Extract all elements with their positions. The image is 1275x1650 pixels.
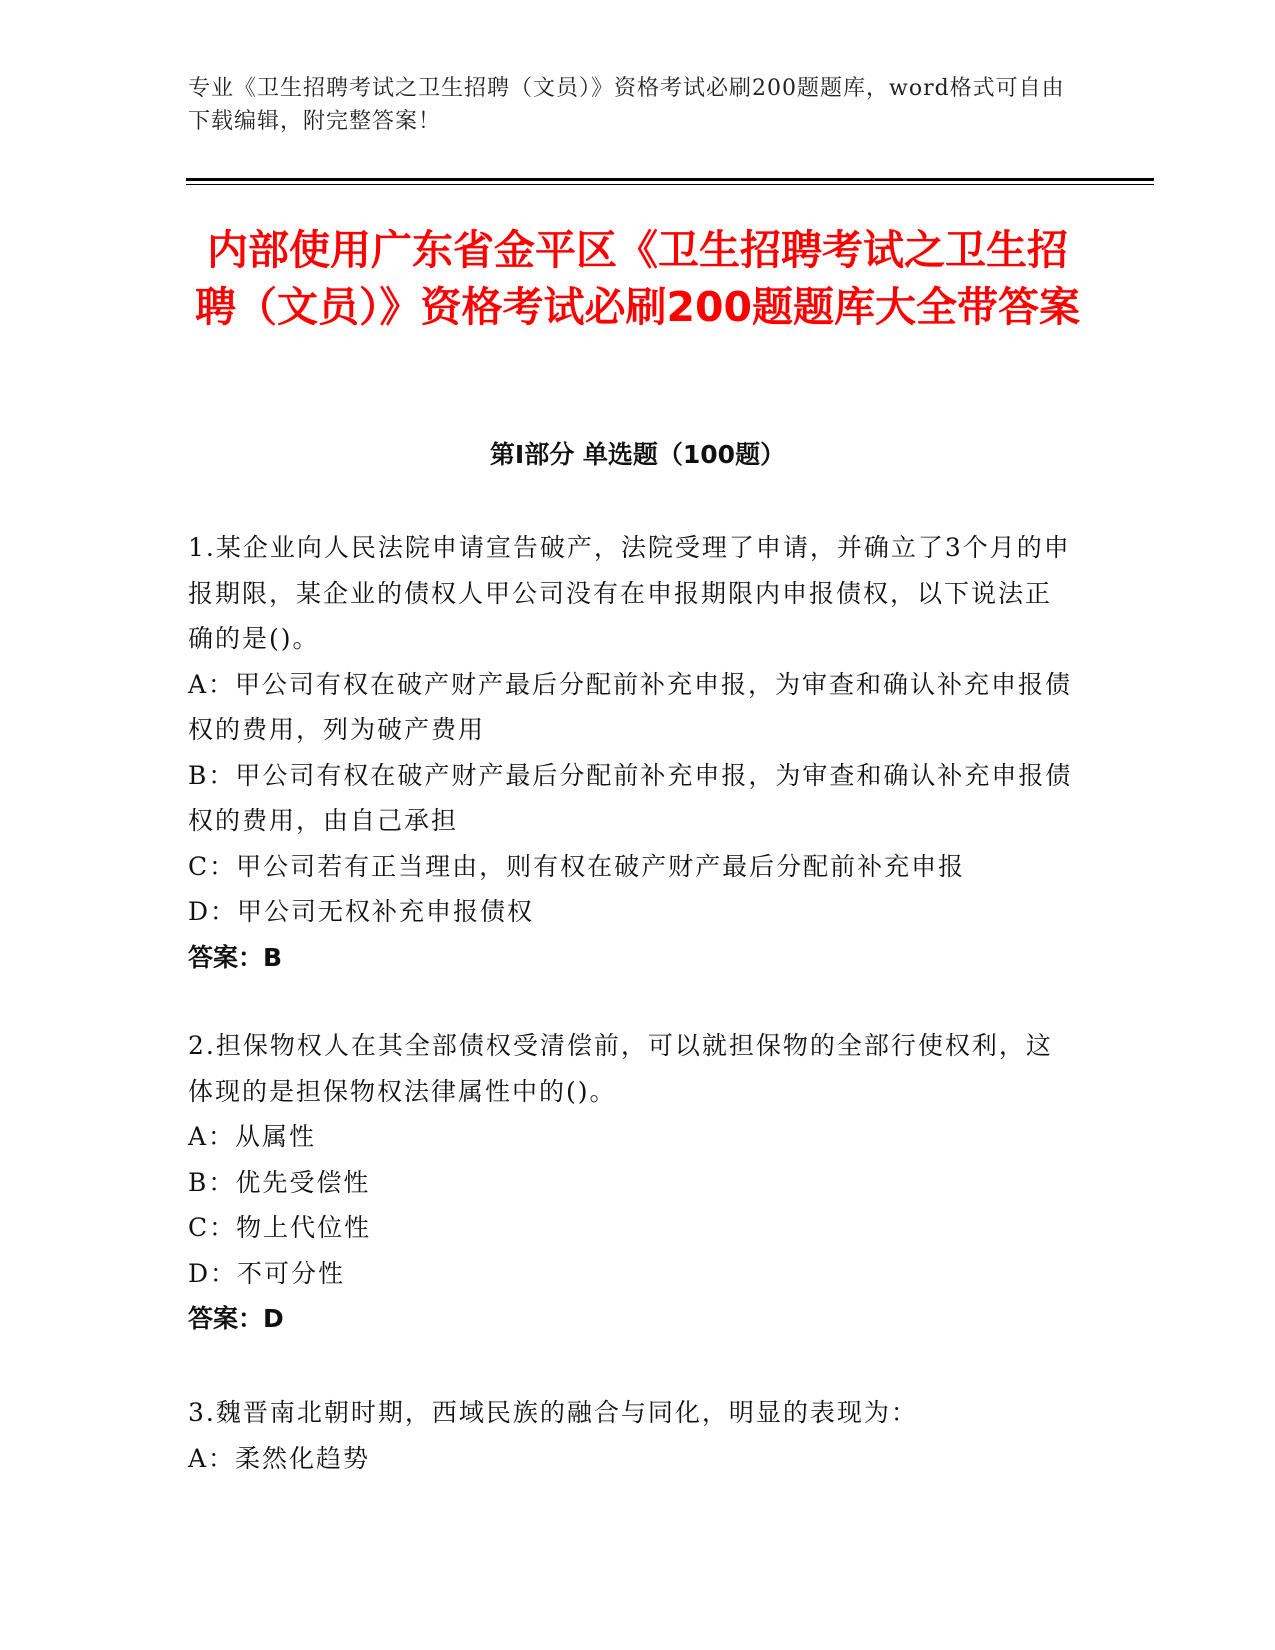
question-2 <box>188 1023 1078 1342</box>
question-stem: 1.某企业向人民法院申请宣告破产，法院受理了申请，并确立了3个月的申报期限，某企业的债权人甲公司没有在申报期限内申报债权，以下说法正确的是()。 <box>188 533 1071 653</box>
option-a: A：甲公司有权在破产财产最后分配前补充申报，为审查和确认补充申报债权的费用，列为破产费用 <box>188 669 1073 744</box>
option-b: B：优先受偿性 <box>188 1167 371 1197</box>
question-stem: 2.担保物权人在其全部债权受清偿前，可以就担保物的全部行使权利，这体现的是担保物权法律属性中的()。 <box>188 1031 1053 1106</box>
question-3 <box>188 1390 1078 1481</box>
option-c: C：物上代位性 <box>188 1213 372 1242</box>
option-d: D：不可分性 <box>188 1258 346 1288</box>
question-1 <box>188 525 1078 980</box>
section-heading: 第Ⅰ部分 单选题（100题） <box>489 440 786 469</box>
option-d: D：甲公司无权补充申报债权 <box>188 897 535 926</box>
document-title: 内部使用广东省金平区《卫生招聘考试之卫生招聘（文员）》资格考试必刷200题题库大全带答案 <box>194 226 1081 331</box>
answer-line: 答案：D <box>188 1304 284 1333</box>
header-note: 专业《卫生招聘考试之卫生招聘（文员）》资格考试必刷200题题库，word格式可自由下载编辑，附完整答案！ <box>188 76 1065 134</box>
option-c: C：甲公司若有正当理由，则有权在破产财产最后分配前补充申报 <box>188 851 966 881</box>
question-stem: 3.魏晋南北朝时期，西域民族的融合与同化，明显的表现为： <box>188 1398 918 1427</box>
option-b: B：甲公司有权在破产财产最后分配前补充申报，为审查和确认补充申报债权的费用，由自己承担 <box>188 760 1073 835</box>
answer-line: 答案：B <box>188 942 283 972</box>
option-a: A：从属性 <box>188 1122 317 1151</box>
header-divider-thick <box>186 178 1154 181</box>
option-a: A：柔然化趋势 <box>188 1443 371 1473</box>
header-divider-thin <box>186 184 1154 185</box>
